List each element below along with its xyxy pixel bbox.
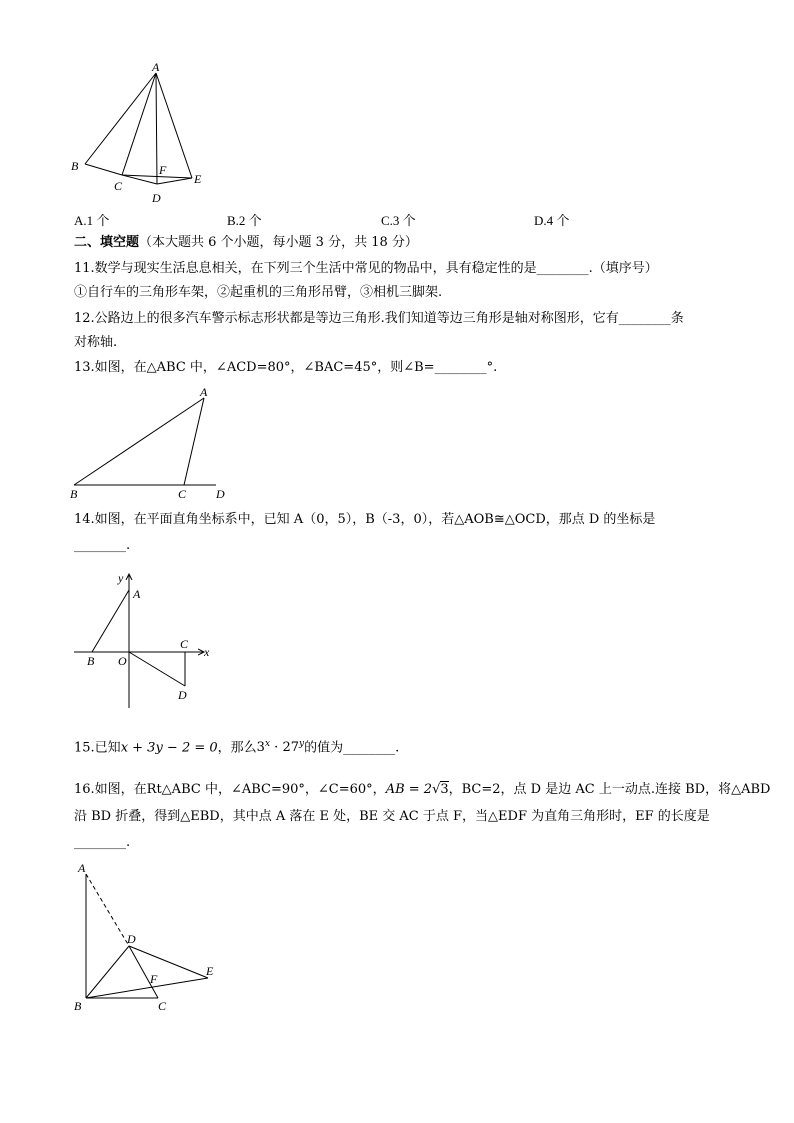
label-B: B — [70, 487, 78, 501]
label-A: A — [200, 385, 208, 399]
q12-line1: 12.公路边上的很多汽车警示标志形状都是等边三角形.我们知道等边三角形是轴对称图形，它有________条 — [74, 311, 684, 326]
label-A: A — [78, 861, 86, 875]
label-D: D — [216, 487, 225, 501]
label-A: A — [133, 587, 141, 601]
figure-q13 — [66, 380, 246, 505]
figure-q10 — [66, 58, 216, 208]
q12-line2: 对称轴. — [74, 335, 118, 350]
label-O: O — [118, 654, 127, 668]
label-B: B — [71, 159, 79, 173]
sqrt-symbol: √ — [432, 782, 441, 797]
q15-expression: $3^x \cdot 27^y$ — [256, 739, 305, 756]
q16-line3: ________. — [74, 835, 131, 850]
q14-line1: 14.如图，在平面直角坐标系中，已知 A（0，5），B（-3，0），若△AOB≅△OCD，那点 D 的坐标是 — [74, 512, 656, 527]
label-F: F — [150, 972, 158, 986]
section-heading-fill-blank — [74, 234, 418, 252]
label-C: C — [180, 637, 189, 651]
q11-line1: 11.数学与现实生活息息相关，在下列三个生活中常见的物品中，具有稳定性的是________.（填序号） — [74, 261, 658, 276]
option-d: D.4 个 — [534, 213, 570, 228]
label-D: D — [178, 688, 187, 702]
q16-line1: 16.如图，在Rt△ABC 中，∠ABC=90°，∠C=60°，AB = 2√3，BC=2，点 D 是边 AC 上一动点.连接 BD，将△ABD — [74, 782, 771, 797]
section-title: 二、填空题 — [74, 235, 140, 250]
label-B: B — [74, 999, 82, 1013]
option-a: A.1 个 — [74, 213, 110, 228]
label-y: y — [118, 571, 124, 585]
q15-line: 15.已知x + 3y − 2 = 0，那么$3^x \cdot 27^y$的值为________. — [74, 739, 400, 756]
q15-equation: x + 3y − 2 = 0 — [120, 740, 218, 756]
figure-q14 — [72, 568, 222, 713]
label-C: C — [158, 999, 167, 1013]
label-C: C — [114, 179, 123, 193]
q14-line2: ________. — [74, 538, 131, 553]
q13-line1: 13.如图，在△ABC 中，∠ACD=80°，∠BAC=45°，则∠B=________°. — [74, 360, 498, 375]
label-E: E — [194, 172, 202, 186]
q11-line2: ①自行车的三角形车架，②起重机的三角形吊臂，③相机三脚架. — [74, 285, 443, 300]
label-C: C — [178, 487, 187, 501]
label-D: D — [152, 191, 161, 205]
label-A: A — [152, 60, 160, 74]
label-D: D — [127, 932, 136, 946]
option-c: C.3 个 — [381, 213, 416, 228]
label-x: x — [204, 645, 210, 659]
option-b: B.2 个 — [227, 213, 262, 228]
q16-line2: 沿 BD 折叠，得到△EBD，其中点 A 落在 E 处，BE 交 AC 于点 F，当△EDF 为直角三角形时，EF 的长度是 — [74, 809, 710, 824]
label-E: E — [206, 964, 214, 978]
figure-q16 — [70, 856, 230, 1016]
label-F: F — [159, 163, 167, 177]
section-note: （本大题共 6 个小题，每小题 3 分，共 18 分） — [139, 235, 418, 250]
label-B: B — [87, 654, 95, 668]
